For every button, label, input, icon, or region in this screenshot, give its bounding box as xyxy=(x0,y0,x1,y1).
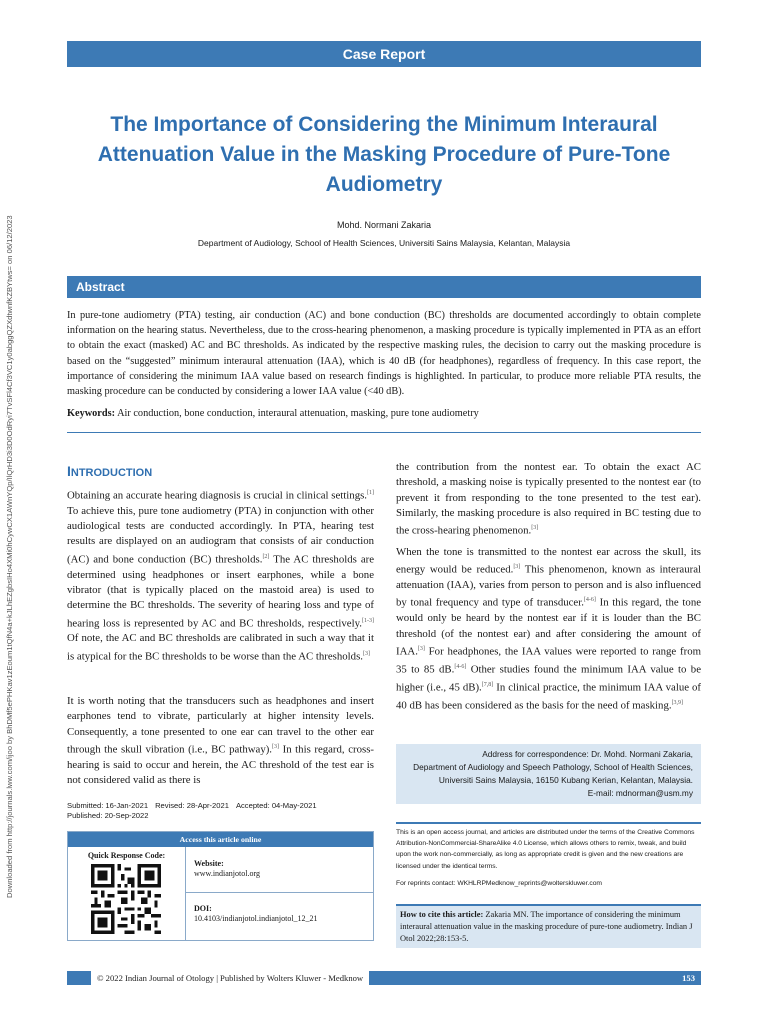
citation-ref[interactable]: [3] xyxy=(513,564,521,571)
divider xyxy=(67,432,701,433)
qr-code-icon[interactable] xyxy=(91,864,161,934)
published-date: Published: 20-Sep-2022 xyxy=(67,811,149,820)
abstract-text: In pure-tone audiometry (PTA) testing, air conduction (AC) and bone conduction (BC) thresholds are documented accordingly to obtain complete information on the hearing status. Nevertheless, due to the cross-hearing phenomenon, a masking procedure is typically implemented in PTA as an effort to obtain the exact (masked) AC and BC thresholds. As indicated by the respective masking rules, the decision to carry out the masking procedure is based on the “suggested” minimum interaural attenuation (IAA), which is 40 dB (for headphones), regardless of frequency. In this case report, the importance of considering the minimum IAA value based on research findings is highlighted. In particular, to produce more reliable PTA results, the masking procedure can be conducted by considering a lower IAA value (<40 dB). xyxy=(67,310,701,398)
doi-label: DOI: xyxy=(194,904,212,913)
page-number: 153 xyxy=(682,973,695,983)
paragraph-text: It is worth noting that the transducers such as headphones and insert earphones tend to vibrate, particularly at higher intensity levels. Consequently, a tone presented to one ear can travel to the other ear through the skull vibration (i.e., BC pathway). xyxy=(67,695,374,756)
paragraph-text: Of note, the AC and BC thresholds are calibrated in such a way that it is atypical for the BC thresholds to be worse than the AC thresholds. xyxy=(67,632,374,663)
citation-ref[interactable]: [3] xyxy=(531,525,539,532)
citation-ref[interactable]: [3] xyxy=(272,743,280,750)
paragraph-text: To achieve this, pure tone audiometry (PTA) in conjunction with other audiological tests are conducted accordingly. In PTA, hearing test results are displayed on an audiogram that consists of air conduction (AC) and bone conduction (BC) thresholds. xyxy=(67,504,374,566)
citation-ref[interactable]: [3,9] xyxy=(671,699,684,706)
heading-rest: NTRODUCTION xyxy=(70,467,153,479)
article-dates xyxy=(67,801,374,821)
paragraph-text: In this regard, cross-hearing is said to occur and herein, the AC threshold of the test ear is not considered valid as there is xyxy=(67,743,374,787)
intro-paragraph-1 xyxy=(67,486,374,665)
section-banner xyxy=(67,41,701,67)
correspondence-email[interactable]: E-mail: mdnorman@usm.my xyxy=(587,788,693,798)
article-title: The Importance of Considering the Minimum Interaural Attenuation Value in the Masking Procedure of Pure-Tone Audiometry xyxy=(97,113,671,196)
citation-box xyxy=(396,904,701,948)
keywords xyxy=(67,408,701,419)
paragraph-text: Obtaining an accurate hearing diagnosis is crucial in clinical settings. xyxy=(67,489,367,502)
paragraph-text: When the tone is transmitted to the nontest ear across the skull, its energy would be reduced. xyxy=(396,546,701,576)
citation-ref[interactable]: [1] xyxy=(367,490,374,496)
website-panel xyxy=(186,847,373,893)
section-label: Case Report xyxy=(342,46,426,62)
open-access-notice: This is an open access journal, and articles are distributed under the terms of the Creative Commons Attribution-NonCommercial-ShareAlike 4.0 License, which allows others to remix, tweak, and build upon the work non-commercially, as long as appropriate credit is given and the new creations are licensed under the identical terms. xyxy=(396,829,695,870)
intro-paragraph-3 xyxy=(396,460,701,539)
accepted-date: Accepted: 04-May-2021 xyxy=(235,801,317,810)
introduction-heading xyxy=(67,463,152,479)
website-link[interactable]: www.indianjotol.org xyxy=(194,869,260,878)
citation-ref[interactable]: [1-3] xyxy=(362,617,374,624)
revised-date: Revised: 28-Apr-2021 xyxy=(155,801,229,810)
paragraph-text: Other studies found the minimum IAA value to be higher (i.e., 45 dB). xyxy=(396,663,701,694)
citation-label: How to cite this article: xyxy=(400,910,484,919)
intro-paragraph-4 xyxy=(396,545,701,714)
citation-ref[interactable]: [2] xyxy=(262,553,270,560)
access-box xyxy=(67,831,374,941)
submitted-date: Submitted: 16-Jan-2021 xyxy=(67,801,149,810)
paragraph-text: For headphones, the IAA values were reported to range from 35 to 85 dB. xyxy=(396,645,701,676)
correspondence-box xyxy=(396,744,701,804)
correspondence-line: Address for correspondence: Dr. Mohd. Normani Zakaria, xyxy=(482,749,693,759)
author-affiliation: Department of Audiology, School of Health Sciences, Universiti Sains Malaysia, Kelantan, Malaysia xyxy=(197,238,571,248)
keywords-label: Keywords: xyxy=(67,408,116,419)
doi-link[interactable]: 10.4103/indianjotol.indianjotol_12_21 xyxy=(194,914,318,923)
heading-initial: I xyxy=(67,463,71,479)
abstract-heading: Abstract xyxy=(67,276,701,298)
paragraph-text: The AC thresholds are determined using headphones or insert earphones, while a bone vibrator (that is typically placed on the mastoid area) is used to determine the BC thresholds. The severity of hearing loss and type of hearing loss is represented by AC and BC thresholds, respectively. xyxy=(67,553,375,630)
download-note: Downloaded from http://journals.lww.com/ijoo by BhDMf5ePHKav1zEoum1tQfN4a+kJLhEZgbsIHo4XMi0hCywCX1AWnYQp/IlQrHD3i3D0OdRyi7TvSFl4Cf3VC1y0abggQZXdtwnfKZBYtws= on 06/12/2023 xyxy=(5,215,14,898)
footer-bar xyxy=(67,971,701,985)
website-label: Website: xyxy=(194,859,224,868)
citation-ref[interactable]: [4-6] xyxy=(583,597,596,604)
correspondence-line: Universiti Sains Malaysia, 16150 Kubang Kerian, Kelantan, Malaysia. xyxy=(438,775,693,785)
divider xyxy=(396,822,701,824)
keywords-list: Air conduction, bone conduction, interaural attenuation, masking, pure tone audiometry xyxy=(117,408,479,419)
citation-ref[interactable]: [7,8] xyxy=(481,681,494,688)
qr-panel xyxy=(68,847,186,940)
paragraph-text: In this regard, the tone would only be heard by the nontest ear if it is louder than the BC threshold (of the nontest ear) and after considering the amount of IAA. xyxy=(396,597,702,658)
access-heading: Access this article online xyxy=(68,832,373,847)
paragraph-text: the contribution from the nontest ear. To obtain the exact AC threshold, a masking noise is typically presented to the nontest ear (to prevent it from responding to the tone presented to the test ear). Similarly, the masking procedure is also required in BC testing due to the cross-hearing phenomenon. xyxy=(396,461,701,537)
citation-ref[interactable]: [4-6] xyxy=(454,663,467,670)
footer-copyright: © 2022 Indian Journal of Otology | Published by Wolters Kluwer - Medknow xyxy=(91,971,369,985)
author-name: Mohd. Normani Zakaria xyxy=(336,220,432,230)
citation-ref[interactable]: [3] xyxy=(417,645,425,652)
paragraph-text: This phenomenon, known as interaural attenuation (IAA), varies from person to person and is also influenced by tonal frequency and type of transducer. xyxy=(396,563,701,610)
citation-text: Zakaria MN. The importance of considering the minimum interaural attenuation value in the masking procedure of pure-tone audiometry. Indian J Otol 2022;28:153-5. xyxy=(400,910,693,943)
reprints-contact: For reprints contact: WKHLRPMedknow_reprints@wolterskluwer.com xyxy=(396,880,602,887)
intro-paragraph-2 xyxy=(67,694,374,788)
paragraph-text: In clinical practice, the minimum IAA value of 40 dB has been considered as the basis for the need of masking. xyxy=(396,681,701,712)
doi-panel xyxy=(186,894,373,940)
qr-label: Quick Response Code: xyxy=(87,851,166,860)
citation-ref[interactable]: [3] xyxy=(362,650,370,657)
correspondence-line: Department of Audiology and Speech Pathology, School of Health Sciences, xyxy=(413,762,693,772)
